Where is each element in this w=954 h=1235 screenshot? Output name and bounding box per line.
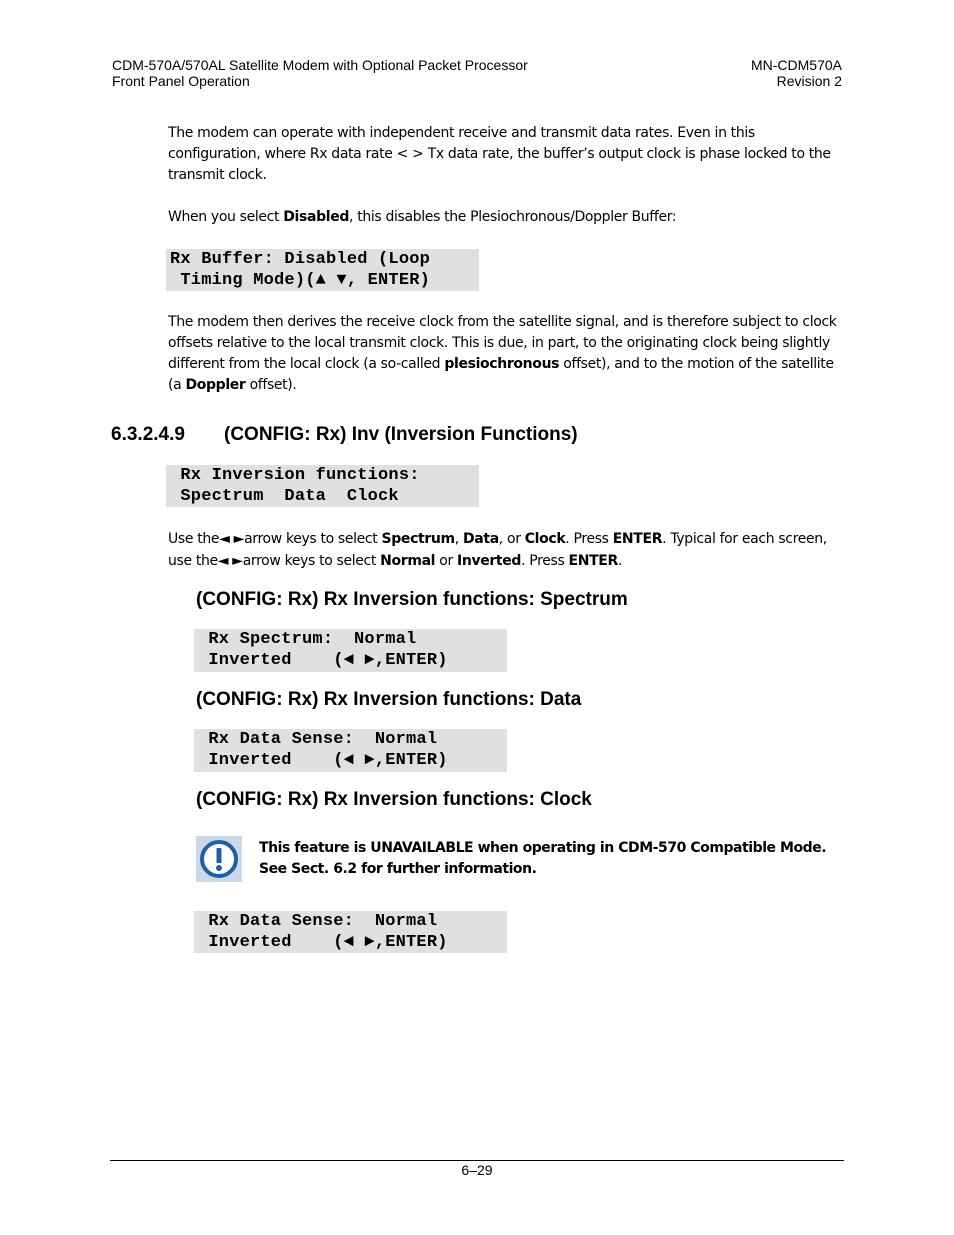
section-title: (CONFIG: Rx) Inv (Inversion Functions) [224,424,578,445]
lcd-display-rx-clock: Rx Data Sense: Normal Inverted (◄ ►,ENTER) [194,911,507,953]
info-exclamation-icon [196,836,242,882]
info-exclamation-icon-graphic [196,836,242,882]
doc-id: MN-CDM570A [750,57,842,73]
revision: Revision 2 [776,73,842,89]
page-number: 6–29 [461,1162,493,1178]
note-unavailable: This feature is UNAVAILABLE when operating in CDM-570 Compatible Mode. See Sect. 6.2 for further information. [259,840,827,877]
section-number: 6.3.2.4.9 [111,424,185,445]
running-header-left [112,57,528,89]
running-header-right [751,57,842,89]
chapter-title: Front Panel Operation [112,73,250,89]
footer-rule [110,1160,844,1161]
lcd-display-rx-buffer: Rx Buffer: Disabled (Loop Timing Mode)(▲ ▼, ENTER) [166,249,479,291]
paragraph-arrow-keys: Use the◄ ►arrow keys to select Spectrum, Data, or Clock. Press ENTER. Typical for each screen, use the◄ ►arrow keys to select Normal or Inverted. Press ENTER. [168,531,827,569]
lcd-display-rx-spectrum: Rx Spectrum: Normal Inverted (◄ ►,ENTER) [194,629,507,672]
doc-title: CDM-570A/570AL Satellite Modem with Optional Packet Processor [112,57,528,73]
lcd-display-rx-inversion: Rx Inversion functions: Spectrum Data Clock [166,465,479,507]
subheading-clock: (CONFIG: Rx) Rx Inversion functions: Clock [196,789,592,810]
subheading-data: (CONFIG: Rx) Rx Inversion functions: Data [196,689,582,710]
paragraph-disabled: When you select Disabled, this disables the Plesiochronous/Doppler Buffer: [168,209,677,225]
paragraph-data-rates: The modem can operate with independent receive and transmit data rates. Even in this configuration, where Rx data rate < > Tx data rate, the buffer’s output clock is phase locked to the transmit clock. [168,125,831,183]
paragraph-receive-clock: The modem then derives the receive clock from the satellite signal, and is therefore subject to clock offsets relative to the local transmit clock. This is due, in part, to the originating clock being slightly different from the local clock (a so-called plesiochronous offset), and to the motion of the satellite (a Doppler offset). [168,314,837,393]
subheading-spectrum: (CONFIG: Rx) Rx Inversion functions: Spectrum [196,589,628,610]
section-heading [111,424,578,446]
lcd-display-rx-data-sense: Rx Data Sense: Normal Inverted (◄ ►,ENTER) [194,729,507,772]
